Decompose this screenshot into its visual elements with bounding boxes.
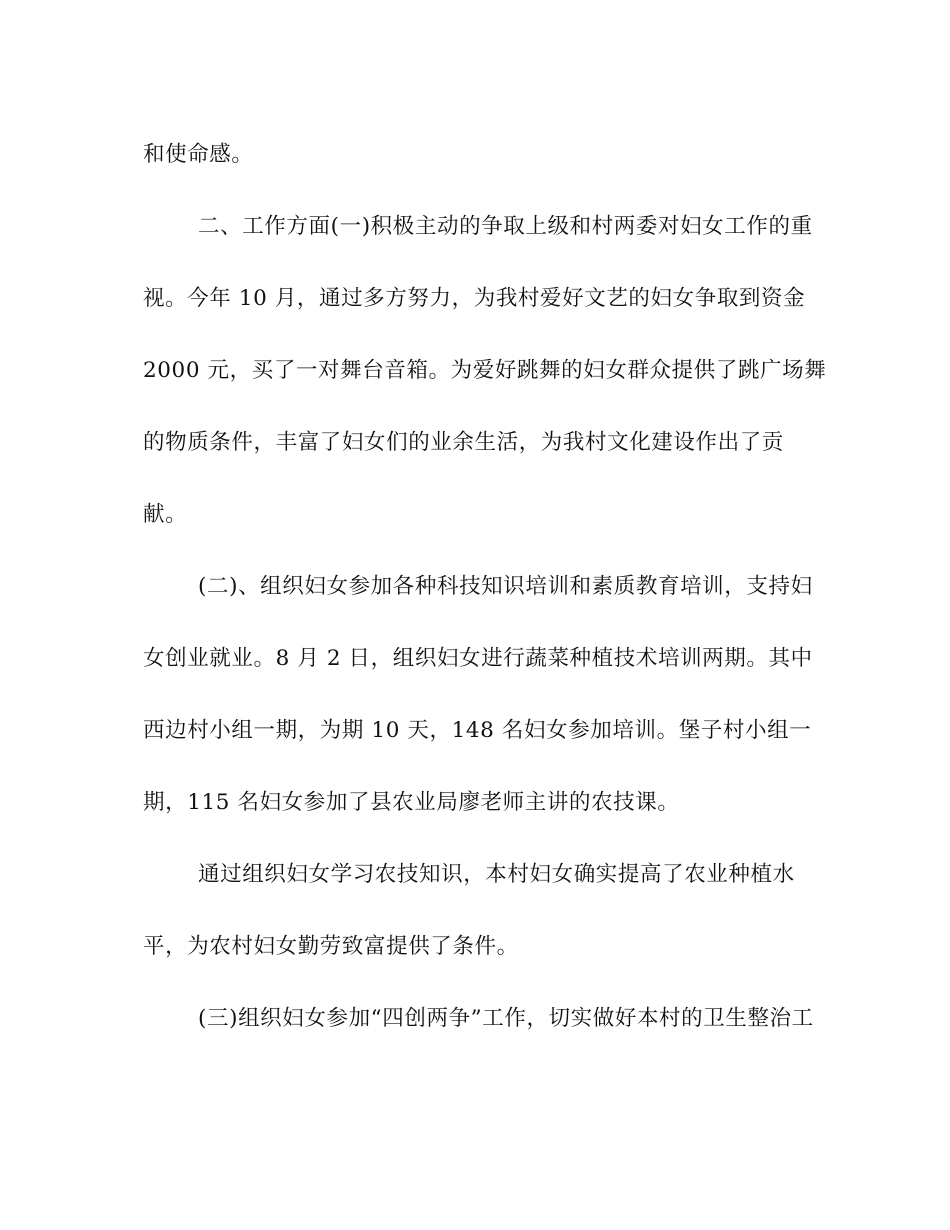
text-line: (三)组织妇女参加“四创两争”工作，切实做好本村的卫生整治工 xyxy=(198,1006,814,1031)
text-line: 女创业就业。8 月 2 日，组织妇女进行蔬菜种植技术培训两期。其中 xyxy=(143,646,813,671)
text-line: 和使命感。 xyxy=(143,142,254,167)
text-line: 2000 元，买了一对舞台音箱。为爱好跳舞的妇女群众提供了跳广场舞 xyxy=(143,358,827,383)
text-line: (二)、组织妇女参加各种科技知识培训和素质教育培训，支持妇 xyxy=(198,574,813,599)
text-line: 视。今年 10 月，通过多方努力，为我村爱好文艺的妇女争取到资金 xyxy=(143,286,806,311)
text-line: 通过组织妇女学习农技知识，本村妇女确实提高了农业种植水 xyxy=(198,862,795,887)
text-line: 献。 xyxy=(143,502,188,527)
text-line: 期，115 名妇女参加了县农业局廖老师主讲的农技课。 xyxy=(143,790,680,815)
text-line: 平，为农村妇女勤劳致富提供了条件。 xyxy=(143,934,519,959)
text-line: 二、工作方面(一)积极主动的争取上级和村两委对妇女工作的重 xyxy=(198,214,813,239)
text-line: 西边村小组一期，为期 10 天，148 名妇女参加培训。堡子村小组一 xyxy=(143,718,812,743)
text-line: 的物质条件，丰富了妇女们的业余生活，为我村文化建设作出了贡 xyxy=(143,430,784,455)
